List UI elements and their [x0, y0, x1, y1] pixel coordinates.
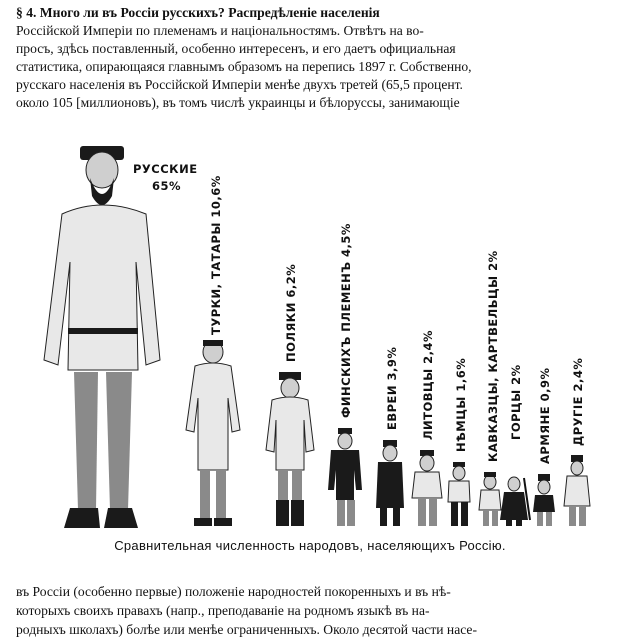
figure-highlander [500, 477, 530, 526]
label-caucasians: КАВКАЗЦЫ, КАРТВЕЛЬЦЫ 2% [486, 250, 500, 462]
figure-finnic [328, 428, 362, 526]
figure-pole [266, 372, 314, 526]
figure-jew [376, 440, 404, 526]
bottom-paragraph [16, 582, 610, 639]
paragraph-line: около 105 [миллионовъ), въ томъ числѣ украинцы и бѣлоруссы, занимающіе [16, 95, 460, 110]
label-highlanders: ГОРЦЫ 2% [509, 364, 523, 440]
label-lithuanians: ЛИТОВЦЫ 2,4% [421, 329, 435, 440]
section-heading: § 4. Много ли въ Россіи русскихъ? Распредѣленіе населенія [16, 5, 380, 20]
figure-russian [44, 146, 160, 528]
paragraph-line: просъ, здѣсь поставленный, особенно интересенъ, и его даетъ официальная [16, 41, 456, 56]
label-russian-pct: 65% [152, 179, 182, 193]
label-armenians: АРМЯНЕ 0,9% [538, 367, 552, 464]
paragraph-line: статистика, опирающаяся главнымъ образомъ на перепись 1897 г. Собственно, [16, 59, 472, 74]
label-poles: ПОЛЯКИ 6,2% [284, 263, 298, 362]
label-germans: НѢМЦЫ 1,6% [454, 357, 468, 452]
figure-armenian [533, 474, 555, 526]
figure-turk-tatar [186, 340, 240, 526]
label-jews: ЕВРЕИ 3,9% [385, 346, 399, 430]
top-paragraph [16, 4, 610, 112]
label-finnic: ФИНСКИХЪ ПЛЕМЕНЪ 4,5% [339, 223, 353, 418]
figure-german [448, 462, 470, 526]
paragraph-line: Россійской Имперіи по племенамъ и національностямъ. Отвѣтъ на во- [16, 23, 424, 38]
figure-others [564, 455, 590, 526]
figure-caucasian [479, 472, 501, 526]
paragraph-line: русскаго населенія въ Россійской Имперіи менѣе двухъ третей (65,5 процент. [16, 77, 463, 92]
label-others: ДРУГІЕ 2,4% [571, 357, 585, 446]
paragraph-line: родныхъ школахъ) болѣе или менѣе ограниченныхъ. Около десятой части насе- [16, 622, 477, 637]
label-turks-tatars: ТУРКИ, ТАТАРЫ 10,6% [209, 175, 223, 335]
label-russian: РУССКИЕ [133, 162, 198, 176]
figure-caption: Сравнительная численность народовъ, населяющихъ Россію. [114, 538, 506, 553]
population-illustration [0, 130, 620, 555]
figure-lithuanian [412, 450, 442, 526]
paragraph-line: которыхъ своихъ правахъ (напр., преподаваніе на родномъ языкѣ въ на- [16, 603, 430, 618]
paragraph-line: въ Россіи (особенно первые) положеніе народностей покоренныхъ и въ нѣ- [16, 584, 451, 599]
